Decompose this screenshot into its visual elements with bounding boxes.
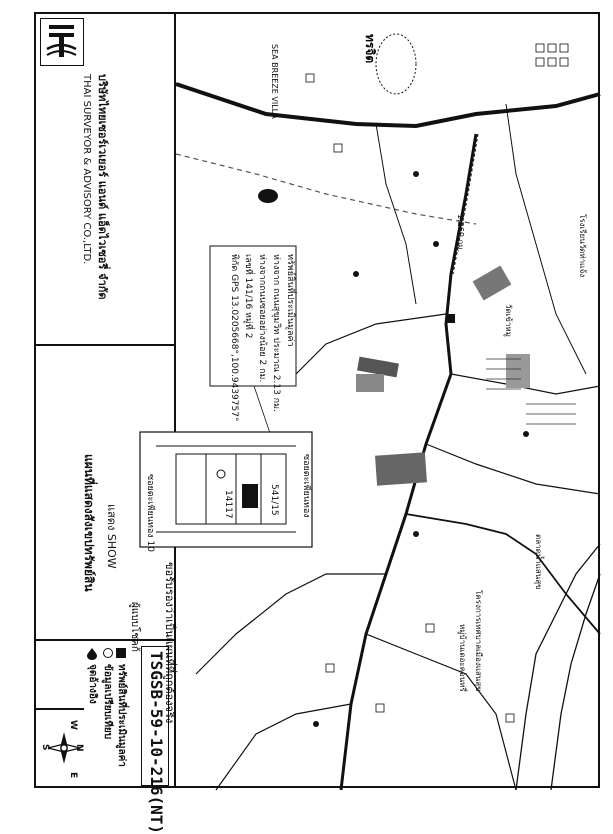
place-label: ตลาดน้ำแสนสุข <box>534 534 543 590</box>
legend-label: ทรัพย์สินที่ประเมินมูลค่า <box>116 664 127 767</box>
document-code: TSGSB-59-10-216(NT) <box>147 651 166 834</box>
housing-estate <box>356 265 530 485</box>
info-line: ทรัพย์สินที่ประเมินมูลค่า <box>285 254 295 347</box>
leader-line <box>254 386 272 439</box>
company-name-th: บริษัทไทยเซอร์เวเยอร์ แอนด์ แอ็ดไวเซอรี่ จำกัด <box>96 74 109 300</box>
side-road <box>196 574 386 674</box>
divider <box>36 639 174 641</box>
info-line: ห่างจาก ถนนสุขุมวิท ประมาณ 2.13 กม. <box>271 254 281 412</box>
temple-icons <box>313 171 529 727</box>
side-road <box>406 514 600 634</box>
map-title: แผนที่แสดงสังเขปทรัพย์สิน <box>82 454 96 592</box>
info-line: พิกัด GPS 13.0205668°,100.9439757° <box>229 254 239 422</box>
info-line: ห่างจากถนนซอยอย่างน้อย 2 กม. <box>257 254 267 383</box>
compass-s: S <box>40 744 50 751</box>
legend-label: ข้อมูลเปรียบเทียบ <box>102 664 113 740</box>
road-label: ซอยตะเพียนทอง <box>301 454 311 518</box>
compass-rose <box>40 714 84 782</box>
plot-number: 14117 <box>223 490 233 519</box>
company-logo <box>40 18 84 66</box>
compass-n: N <box>74 744 84 752</box>
highway-road <box>176 84 600 126</box>
canal-line <box>516 544 600 790</box>
road-label: ซอยตะเพียนทอง 10 <box>145 474 155 552</box>
place-label: วัดเข้าหมู <box>504 304 513 337</box>
property-marker <box>446 314 455 323</box>
info-text <box>229 254 298 421</box>
square-filled-icon <box>116 648 126 658</box>
plot-labels <box>301 454 312 518</box>
drop-icon <box>86 647 98 660</box>
compass-e: E <box>68 772 78 779</box>
legend-label: จุดอ้างอิง <box>87 664 98 704</box>
subdivision-grid <box>486 359 576 424</box>
map-subtitle: แสดง SHOW <box>105 504 118 569</box>
place-label: 1.260 กม. <box>456 214 465 253</box>
place-label: โรงเรียนวัดท่าเเจ้ง <box>578 214 587 278</box>
circle-icon <box>103 648 113 658</box>
map-sheet <box>34 12 600 834</box>
side-road <box>426 444 600 494</box>
place-label: SEA BREEZE VILLA <box>270 44 279 119</box>
title-strip <box>36 14 176 834</box>
compass-w: W <box>68 720 78 730</box>
certify-role: ผู้แบบโชคก้ <box>129 602 140 652</box>
place-label: หมู่บ้านเดอะคอนทรี่ <box>458 624 467 692</box>
landmark-oval <box>376 34 416 94</box>
certify-text: ขอรับรองว่าเป็นแผนที่ที่ถูกต้องจริง <box>163 562 176 724</box>
divider <box>36 708 84 710</box>
place-label: ทรจิต <box>363 34 377 64</box>
pond <box>258 189 278 203</box>
side-road <box>506 104 586 374</box>
dashed-road <box>176 154 476 224</box>
divider <box>36 344 174 346</box>
side-road <box>366 634 516 790</box>
side-road <box>376 124 416 304</box>
company-name-en: THAI SURVEYOR & ADVISORY CO.,LTD. <box>81 74 92 265</box>
plot-labels <box>145 474 156 552</box>
info-line: เลขที่ 141/16 หมู่ที่ 2 <box>243 254 253 339</box>
side-road <box>216 704 351 790</box>
plot-number: 541/15 <box>269 484 279 516</box>
place-label: โครงการเทศบาลเมืองแสนสุข <box>474 590 483 692</box>
